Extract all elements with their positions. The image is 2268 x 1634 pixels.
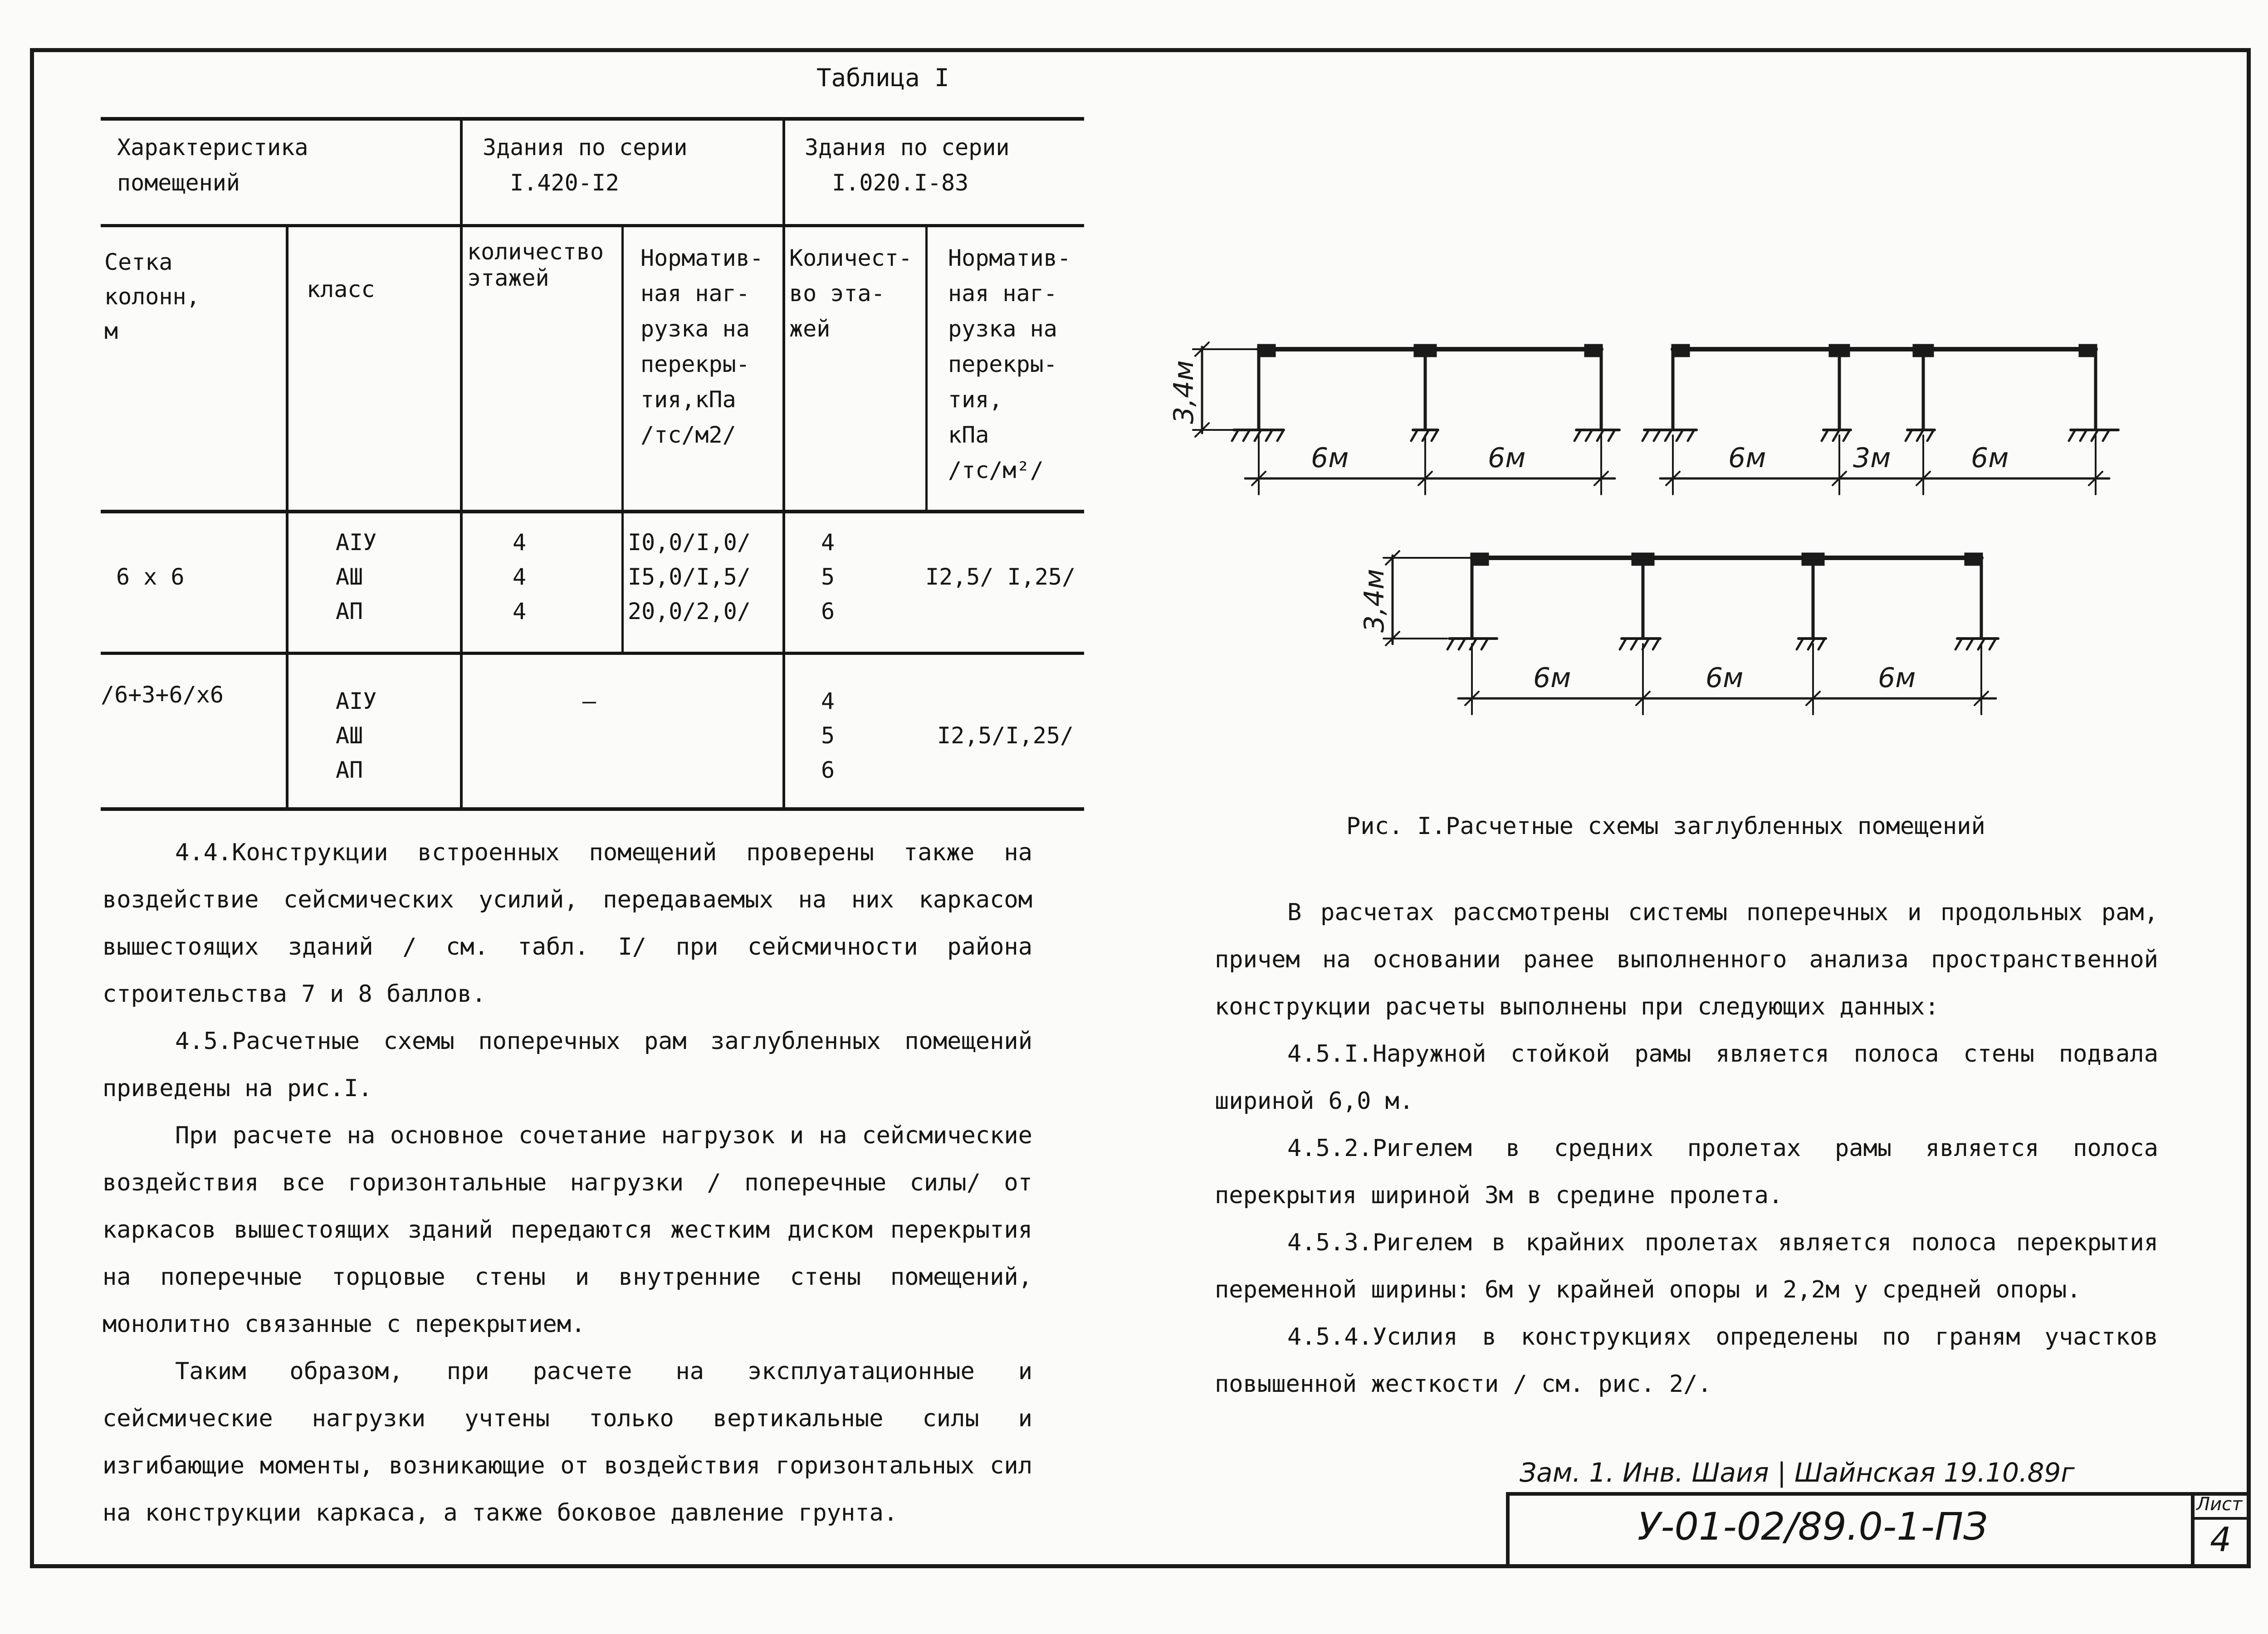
row2-floors-2: 4 5 6 [821,688,835,783]
frame2-span-3: 6м [1971,442,2009,474]
paragraph-4-5-1: 4.5.I.Наружной стойкой рамы является полоса стены подвала шириной 6,0 м. [1215,1040,2158,1115]
paragraph-calc-systems: В расчетах рассмотрены системы поперечных и продольных рам, причем на основании ранее выполненного анализа пространственной конструкции расчеты выполнены при следующих данных: [1215,899,2158,1020]
sheet-number: 4 [2210,1520,2232,1559]
frame2-span-1: 6м [1728,442,1766,474]
header-class: класс [307,276,375,302]
header-grid: Сетка колонн, м [104,249,200,344]
row1-load-1: I0,0/I,0/ I5,0/I,5/ 20,0/2,0/ [628,529,751,624]
paragraph-4-5-4: 4.5.4.Усилия в конструкциях определены по граням участков повышенной жесткости / см. рис. 2/. [1215,1323,2158,1398]
row1-floors-1: 4 4 4 [513,529,527,624]
frame2-span-2: 3м [1853,442,1891,474]
header-characteristic: Характеристика помещений [117,134,308,196]
paragraph-horizontal-loads: При расчете на основное сочетание нагрузок и на сейсмические воздействия все горизонтальные нагрузки / поперечные силы/ от каркасов вышестоящих зданий передаются жестким диском перекрытия на поперечные торцовые стены и внутренние стены помещений, монолитно связанные с перекрытием. [103,1122,1032,1338]
paragraph-4-4: 4.4.Конструкции встроенных помещений проверены также на воздействие сейсмических усилий, передаваемых на них каркасом вышестоящих зданий / см. табл. I/ при сейсмичности района строительства 7 и 8 баллов. [103,839,1032,1008]
row1-classes: AIУ АШ АП [336,529,377,624]
row2-classes: AIУ АШ АП [336,688,377,783]
frame-scheme-1 [1193,342,1619,494]
frame1-span-2: 6м [1488,442,1526,474]
right-text-block [1215,889,2158,1408]
sheet-label: Лист [2196,1494,2243,1515]
row2-load-2: I2,5/I,25/ [937,722,1074,749]
frame3-span-1: 6м [1533,662,1571,694]
row2-grid: /6+3+6/х6 [101,682,224,708]
header-series-1: Здания по серии I.420-I2 [483,134,688,196]
frame1-span-1: 6м [1311,442,1349,474]
header-series-2: Здания по серии I.020.I-83 [805,134,1010,196]
paragraph-4-5: 4.5.Расчетные схемы поперечных рам заглубленных помещений приведены на рис.I. [103,1028,1032,1102]
paragraph-conclusion: Таким образом, при расчете на эксплуатационные и сейсмические нагрузки учтены только вертикальные силы и изгибающие моменты, возникающие от воздействия горизонтальных сил на конструкции каркаса, а также боковое давление грунта. [103,1358,1032,1527]
row1-grid: 6 х 6 [116,564,185,590]
row2-floors-1: – [582,688,596,714]
frame3-span-2: 6м [1706,662,1744,694]
header-floors-2: Количест- во эта- жей [789,245,912,342]
table-caption: Таблица I [816,63,949,92]
frame3-span-3: 6м [1878,662,1916,694]
header-load-2: Норматив- ная наг- рузка на перекры- тия, кПа /тс/м²/ [948,245,1071,483]
paragraph-4-5-3: 4.5.3.Ригелем в крайних пролетах является полоса перекрытия переменной ширины: 6м у крайней опоры и 2,2м у средней опоры. [1215,1229,2158,1303]
row1-floors-2: 4 5 6 [821,529,835,624]
figure-caption: Рис. I.Расчетные схемы заглубленных помещений [1346,813,1985,840]
document-code: У-01-02/89.0-1-ПЗ [1637,1504,1988,1549]
header-floors-1: количество этажей [467,239,604,291]
row1-load-2: I2,5/ I,25/ [925,564,1076,590]
revision-note: Зам. 1. Инв. Шаия | Шайнская 19.10.89г [1520,1457,2075,1488]
paragraph-4-5-2: 4.5.2.Ригелем в средних пролетах рамы является полоса перекрытия шириной 3м в средине пролета. [1215,1135,2158,1209]
frame1-height-label: 3,4м [1168,360,1200,424]
header-load-1: Норматив- ная наг- рузка на перекры- тия,кПа /тс/м2/ [640,245,763,448]
frame3-height-label: 3,4м [1359,569,1390,633]
